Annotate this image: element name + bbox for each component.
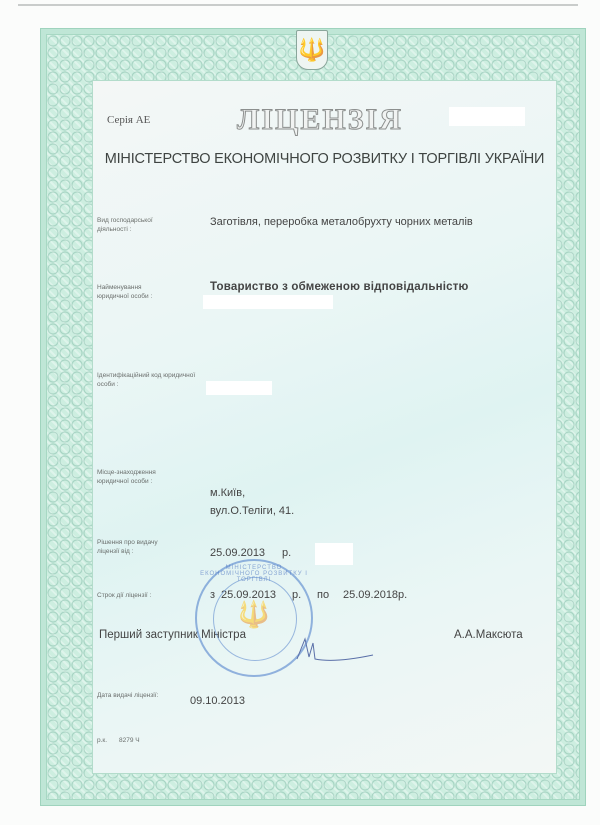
redacted-number: [449, 107, 525, 126]
trident-seal-icon: 🔱: [237, 599, 271, 629]
location-label: Місце-знаходження юридичної особи :: [97, 469, 156, 485]
scan-edge-line: [18, 4, 578, 6]
stamp-ring-text: МІНІСТЕРСТВО ЕКОНОМІЧНОГО РОЗВИТКУ І ТОРГІВЛІ: [200, 565, 308, 583]
validity-to-prefix: по: [317, 589, 330, 601]
ministry-heading: МІНІСТЕРСТВО ЕКОНОМІЧНОГО РОЗВИТКУ І ТОРГІВЛІ УКРАЇНИ: [104, 151, 545, 167]
redacted-entity-name: [203, 295, 333, 309]
ukraine-trident-icon: 🔱: [296, 30, 328, 70]
validity-from-prefix: з: [210, 589, 216, 601]
decision-date: 25.09.2013: [210, 547, 266, 559]
signatory-name: А.А.Максюта: [454, 629, 523, 641]
license-body: [92, 80, 557, 774]
entity-name-label: Найменування юридичної особи :: [97, 284, 153, 300]
decision-suffix: р.: [282, 547, 292, 559]
validity-to-date: 25.09.2018р.: [343, 589, 408, 601]
validity-label: Строк дії ліцензії :: [97, 592, 152, 599]
issue-date-value: 09.10.2013: [190, 695, 246, 707]
validity-from-date: 25.09.2013: [221, 589, 277, 601]
location-city: м.Київ,: [210, 487, 246, 499]
redacted-entity-code: [206, 381, 272, 395]
license-title: ЛІЦЕНЗІЯ: [237, 103, 403, 136]
signature-mark: [295, 633, 375, 663]
entity-name-value: Товариство з обмеженою відповідальністю: [210, 281, 469, 293]
entity-code-label: Ідентифікаційний код юридичної особи :: [97, 372, 196, 388]
footer-code-label: р.к.: [97, 737, 108, 744]
validity-from-suffix: р.: [292, 589, 302, 601]
redacted-decision-number: [315, 543, 353, 565]
series-label: Серія АЕ: [107, 114, 151, 126]
activity-value: Заготівля, переробка металобрухту чорних металів: [210, 216, 473, 228]
footer-code-value: 8279 Ч: [119, 737, 140, 744]
activity-label: Вид господарської діяльності :: [97, 217, 153, 233]
decision-label: Рішення про видачу ліцензії від :: [97, 539, 158, 555]
issue-date-label: Дата видачі ліцензії:: [97, 692, 159, 699]
signatory-position: Перший заступник Міністра: [99, 629, 246, 641]
location-street: вул.О.Теліги, 41.: [210, 505, 295, 517]
